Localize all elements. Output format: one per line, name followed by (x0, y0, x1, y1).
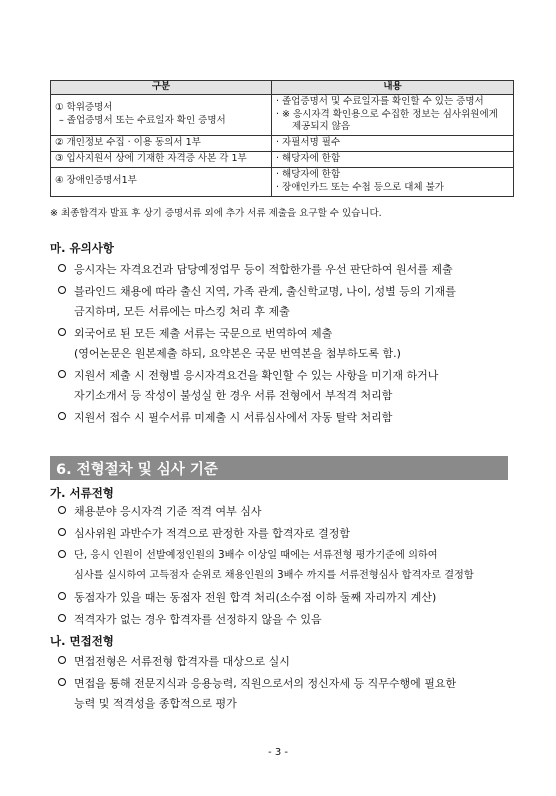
table-cell: ① 학위증명서 – 졸업증명서 또는 수료일자 확인 증명서 (51, 94, 272, 135)
circle-bullet-icon (58, 286, 66, 294)
table-row (51, 167, 514, 196)
list-item: 면접전형은 서류전형 합격자를 대상으로 실시 (58, 652, 518, 672)
list-item: 블라인드 채용에 따라 출신 지역, 가족 관계, 출신학교명, 나이, 성별 등의 기재를 금지하며, 모든 서류에는 마스킹 처리 후 제출 (58, 282, 518, 322)
table-row (51, 136, 514, 152)
section-title-bar (50, 456, 508, 480)
table-cell: · 졸업증명서 및 수료일자를 확인할 수 있는 증명서 · ※ 응시자격 확인용으로 수집한 정보는 심사위원에게 제공되지 않음 (272, 94, 514, 135)
list-item: 지원서 접수 시 필수서류 미제출 시 서류심사에서 자동 탈락 처리함 (58, 408, 518, 428)
circle-bullet-icon (58, 506, 66, 514)
translation-note: (영어논문은 원본제출 하되, 요약본은 국문 번역본을 첨부하도록 함.) (74, 347, 401, 360)
list-item: 동점자가 있을 때는 동점자 전원 합격 처리(소수점 이하 둘째 자리까지 계산) (58, 588, 518, 608)
list-item: 심사위원 과반수가 적격으로 판정한 자를 합격자로 결정함 (58, 524, 518, 544)
table-cell: ③ 입사지원서 상에 기재한 자격증 사본 각 1부 (51, 152, 272, 168)
table-cell: · 해당자에 한함 (272, 152, 514, 168)
list-item: 외국어로 된 모든 제출 서류는 국문으로 번역하여 제출 (58, 324, 518, 344)
circle-bullet-icon (58, 592, 66, 600)
list-item: 면접을 통해 전문지식과 응용능력, 직원으로서의 정신자세 등 직무수행에 필요한 능력 및 적격성을 종합적으로 평가 (58, 674, 518, 714)
table-footnote: ※ 최종합격자 발표 후 상기 증명서류 외에 추가 서류 제출을 요구할 수 있습니다. (50, 208, 382, 219)
page-number: - 3 - (268, 747, 288, 758)
list-item: 응시자는 자격요건과 담당예정업무 등이 적합한가를 우선 판단하여 원서를 제출 (58, 260, 518, 280)
circle-bullet-icon (58, 328, 66, 336)
table-cell: · 해당자에 한함 · 장애인카드 또는 수첩 등으로 대체 불가 (272, 167, 514, 196)
circle-bullet-icon (58, 678, 66, 686)
table-row (51, 94, 514, 135)
table-header-category: 구분 (51, 81, 272, 95)
section-heading-interview: 나. 면접전형 (50, 634, 114, 648)
circle-bullet-icon (58, 614, 66, 622)
list-item: 채용분야 응시자격 기준 적격 여부 심사 (58, 502, 518, 522)
table-cell: ② 개인정보 수집 · 이용 동의서 1부 (51, 136, 272, 152)
section-heading-document-screening: 가. 서류전형 (50, 486, 114, 500)
table-row (51, 152, 514, 168)
list-item: 적격자가 없는 경우 합격자를 선정하지 않을 수 있음 (58, 610, 518, 630)
circle-bullet-icon (58, 550, 66, 558)
section-heading-notes: 마. 유의사항 (50, 241, 114, 255)
table-header-content: 내용 (272, 81, 514, 95)
circle-bullet-icon (58, 264, 66, 272)
circle-bullet-icon (58, 656, 66, 664)
circle-bullet-icon (58, 528, 66, 536)
list-item: 단, 응시 인원이 선발예정인원의 3배수 이상일 때에는 서류전형 평가기준에 의하여 심사를 실시하여 고득점자 순위로 채용인원의 3배수 까지를 서류전형심사 합격자로 결정함 (58, 546, 518, 586)
table-cell: · 자필서명 필수 (272, 136, 514, 152)
circle-bullet-icon (58, 370, 66, 378)
circle-bullet-icon (58, 412, 66, 420)
table-cell: ④ 장애인증명서1부 (51, 167, 272, 196)
required-documents-table (50, 80, 514, 197)
list-item: 지원서 제출 시 전형별 응시자격요건을 확인할 수 있는 사항을 미기재 하거나 자기소개서 등 작성이 불성실 한 경우 서류 전형에서 부적격 처리함 (58, 366, 518, 406)
section-title: 6. 전형절차 및 심사 기준 (56, 462, 218, 478)
